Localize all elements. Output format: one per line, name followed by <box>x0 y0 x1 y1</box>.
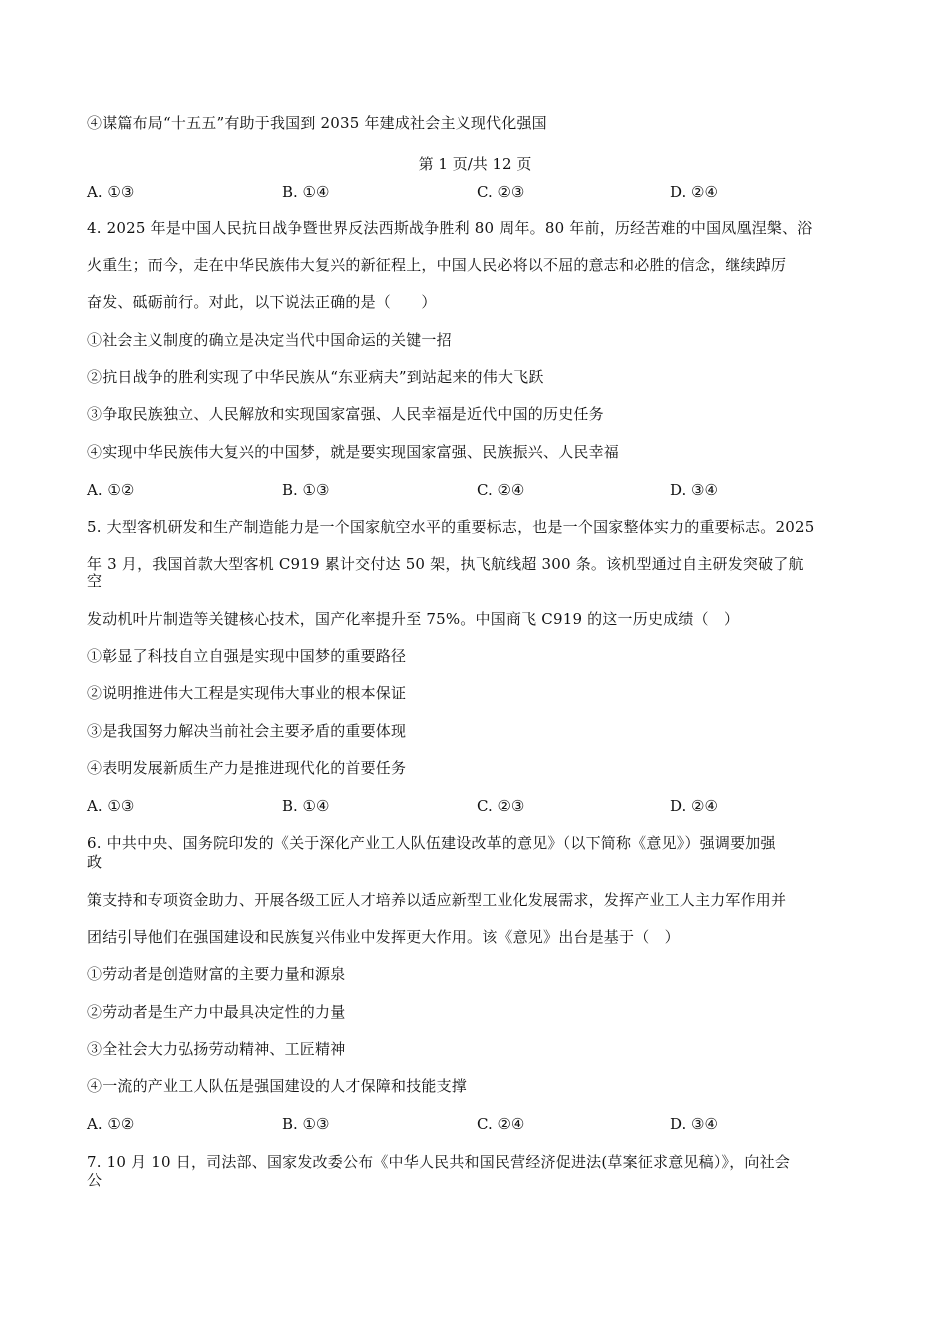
q5-item-4: ④表明发展新质生产力是推进现代化的首要任务 <box>87 759 407 777</box>
q5-stem-line-3: 发动机叶片制造等关键核心技术，国产化率提升至 75%。中国商飞 C919 的这一历史成绩（ ） <box>87 610 740 628</box>
q6-stem-line-3: 团结引导他们在强国建设和民族复兴伟业中发挥更大作用。该《意见》出台是基于（ ） <box>87 928 680 946</box>
option-b: B. ①④ <box>282 797 330 815</box>
option-d: D. ②④ <box>670 183 718 201</box>
q5-item-2: ②说明推进伟大工程是实现伟大事业的根本保证 <box>87 684 407 702</box>
q4-stem-line-1: 4. 2025 年是中国人民抗日战争暨世界反法西斯战争胜利 80 周年。80 年前，历经苦难的中国凤凰涅槃、浴 <box>87 219 813 237</box>
q7-stem-line-1: 7. 10 月 10 日，司法部、国家发改委公布《中华人民共和国民营经济促进法(草案征求意见稿）》，向社会 <box>87 1153 791 1171</box>
q5-item-3: ③是我国努力解决当前社会主要矛盾的重要体现 <box>87 722 407 740</box>
q3-item-4: ④谋篇布局“十五五”有助于我国到 2035 年建成社会主义现代化强国 <box>87 114 547 132</box>
q7-stem-line-1-wrap: 公 <box>87 1171 103 1189</box>
q6-item-4: ④一流的产业工人队伍是强国建设的人才保障和技能支撑 <box>87 1077 468 1095</box>
option-c: C. ②④ <box>477 481 525 499</box>
page-footer: 第 1 页/共 12 页 <box>418 155 532 173</box>
option-d: D. ②④ <box>670 797 718 815</box>
option-a: A. ①② <box>87 1115 135 1133</box>
option-a: A. ①③ <box>87 183 135 201</box>
option-d: D. ③④ <box>670 1115 718 1133</box>
q6-stem-line-1-wrap: 政 <box>87 853 103 871</box>
option-a: A. ①② <box>87 481 135 499</box>
q6-stem-line-2: 策支持和专项资金助力、开展各级工匠人才培养以适应新型工业化发展需求，发挥产业工人主力军作用并 <box>87 891 787 909</box>
q5-item-1: ①彰显了科技自立自强是实现中国梦的重要路径 <box>87 647 407 665</box>
q5-stem-line-2-wrap: 空 <box>87 572 103 590</box>
q3-options <box>87 183 867 201</box>
q4-options <box>87 481 867 499</box>
option-c: C. ②③ <box>477 797 525 815</box>
option-c: C. ②④ <box>477 1115 525 1133</box>
q4-item-3: ③争取民族独立、人民解放和实现国家富强、人民幸福是近代中国的历史任务 <box>87 405 604 423</box>
q5-options <box>87 797 867 815</box>
option-b: B. ①③ <box>282 1115 330 1133</box>
option-b: B. ①④ <box>282 183 330 201</box>
q6-item-2: ②劳动者是生产力中最具决定性的力量 <box>87 1003 346 1021</box>
q4-item-1: ①社会主义制度的确立是决定当代中国命运的关键一招 <box>87 331 452 349</box>
q5-stem-line-2: 年 3 月，我国首款大型客机 C919 累计交付达 50 架，执飞航线超 300 条。该机型通过自主研发突破了航 <box>87 555 804 573</box>
option-a: A. ①③ <box>87 797 135 815</box>
q6-stem-line-1: 6. 中共中央、国务院印发的《关于深化产业工人队伍建设改革的意见》（以下简称《意见》）强调要加强 <box>87 834 776 852</box>
option-d: D. ③④ <box>670 481 718 499</box>
q5-stem-line-1: 5. 大型客机研发和生产制造能力是一个国家航空水平的重要标志，也是一个国家整体实力的重要标志。2025 <box>87 518 815 536</box>
q4-stem-line-3: 奋发、砥砺前行。对此，以下说法正确的是（ ） <box>87 293 437 311</box>
q6-item-1: ①劳动者是创造财富的主要力量和源泉 <box>87 965 346 983</box>
q4-item-2: ②抗日战争的胜利实现了中华民族从“东亚病夫”到站起来的伟大飞跃 <box>87 368 544 386</box>
option-b: B. ①③ <box>282 481 330 499</box>
q4-item-4: ④实现中华民族伟大复兴的中国梦，就是要实现国家富强、民族振兴、人民幸福 <box>87 443 620 461</box>
q6-options <box>87 1115 867 1133</box>
option-c: C. ②③ <box>477 183 525 201</box>
q4-stem-line-2: 火重生；而今，走在中华民族伟大复兴的新征程上，中国人民必将以不屈的意志和必胜的信念，继续踔厉 <box>87 256 787 274</box>
q6-item-3: ③全社会大力弘扬劳动精神、工匠精神 <box>87 1040 346 1058</box>
